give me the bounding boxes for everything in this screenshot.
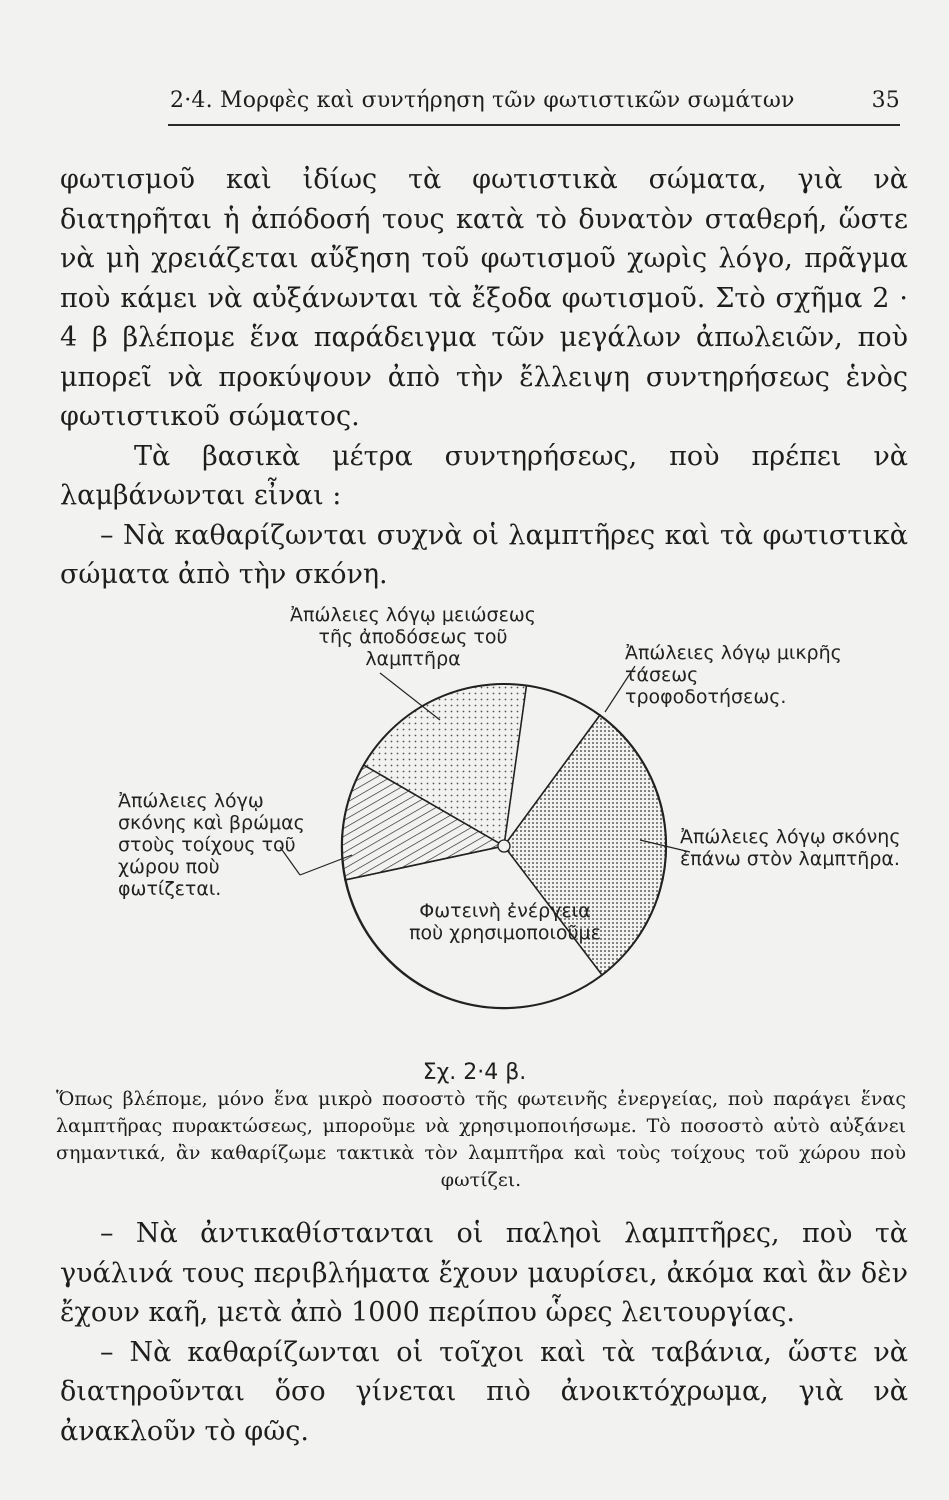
- loss-pie-diagram: [0, 590, 949, 1050]
- paragraph: – Νὰ καθαρίζωνται οἱ τοῖχοι καὶ τὰ ταβάνια, ὥστε νὰ διατηροῦνται ὅσο γίνεται πιὸ ἀνοικτόχρωμα, γιὰ νὰ ἀνακλοῦν τὸ φῶς.: [60, 1336, 908, 1447]
- label-lamp-output-loss: Ἀπώλειες λόγῳ μειώσεως τῆς ἀποδόσεως τοῦ λαμπτῆρα: [290, 604, 536, 670]
- paragraph: – Νὰ καθαρίζωνται συχνὰ οἱ λαμπτῆρες καὶ τὰ φωτιστικὰ σώματα ἀπὸ τὴν σκόνη.: [60, 519, 908, 590]
- body-text-bottom: [60, 1214, 908, 1451]
- header-title: 2·4. Μορφὲς καὶ συντήρηση τῶν φωτιστικῶν σωμάτων: [170, 88, 795, 113]
- paragraph: Τὰ βασικὰ μέτρα συντηρήσεως, ποὺ πρέπει νὰ λαμβάνωνται εἶναι :: [60, 440, 908, 511]
- running-header: [170, 88, 900, 118]
- body-text-top: [60, 160, 908, 595]
- paragraph: φωτισμοῦ καὶ ἰδίως τὰ φωτιστικὰ σώματα, γιὰ νὰ διατηρῆται ἡ ἀπόδοσή τους κατὰ τὸ δυνατὸν σταθερή, ὥστε νὰ μὴ χρειάζεται αὔξηση τοῦ φωτισμοῦ χωρὶς λόγο, πρᾶγμα ποὺ κάμει νὰ αὐξάνωνται τὰ ἔξοδα φωτισμοῦ. Στὸ σχῆμα 2 · 4 β βλέπομε ἕνα παράδειγμα τῶν μεγάλων ἀπωλειῶν, ποὺ μπορεῖ νὰ προκύψουν ἀπὸ τὴν ἔλλειψη συντηρήσεως ἑνὸς φωτιστικοῦ σώματος.: [60, 164, 908, 432]
- label-lamp-dust-loss: Ἀπώλειες λόγῳ σκόνης ἐπάνω στὸν λαμπτῆρα.: [680, 826, 901, 870]
- page-number: 35: [871, 88, 900, 113]
- header-rule: [168, 124, 900, 126]
- pie-center-dot: [498, 840, 510, 852]
- figure-caption-text: Ὅπως βλέπομε, μόνο ἕνα μικρὸ ποσοστὸ τῆς φωτεινῆς ἐνεργείας, ποὺ παράγει ἕνας λαμπτῆρας πυρακτώσεως, μποροῦμε νὰ χρησιμοποιήσωμε. Τὸ ποσοστὸ αὐτὸ αὐξάνει σημαντικά, ἂν καθαρίζωμε τακτικὰ τὸν λαμπτῆρα καὶ τοὺς τοίχους τοῦ χώρου ποὺ φωτίζει.: [56, 1088, 906, 1191]
- label-useful-energy: Φωτεινὴ ἐνέργεια ποὺ χρησιμοποιοῦμε: [409, 900, 601, 944]
- paragraph: – Νὰ ἀντικαθίστανται οἱ παληοὶ λαμπτῆρες, ποὺ τὰ γυάλινά τους περιβλήματα ἔχουν μαυρίσει, ἀκόμα καὶ ἂν δὲν ἔχουν καῆ, μετὰ ἀπὸ 1000 περίπου ὧρες λειτουργίας.: [60, 1218, 908, 1328]
- label-wall-dust-loss: Ἀπώλειες λόγῳ σκόνης καὶ βρώμας στοὺς τοίχους τοῦ χώρου ποὺ φωτίζεται.: [118, 790, 305, 900]
- figure-caption-title: Σχ. 2·4 β.: [422, 1060, 527, 1085]
- label-low-voltage-loss: Ἀπώλειες λόγῳ μικρῆς τάσεως τροφοδοτήσεως.: [625, 642, 842, 708]
